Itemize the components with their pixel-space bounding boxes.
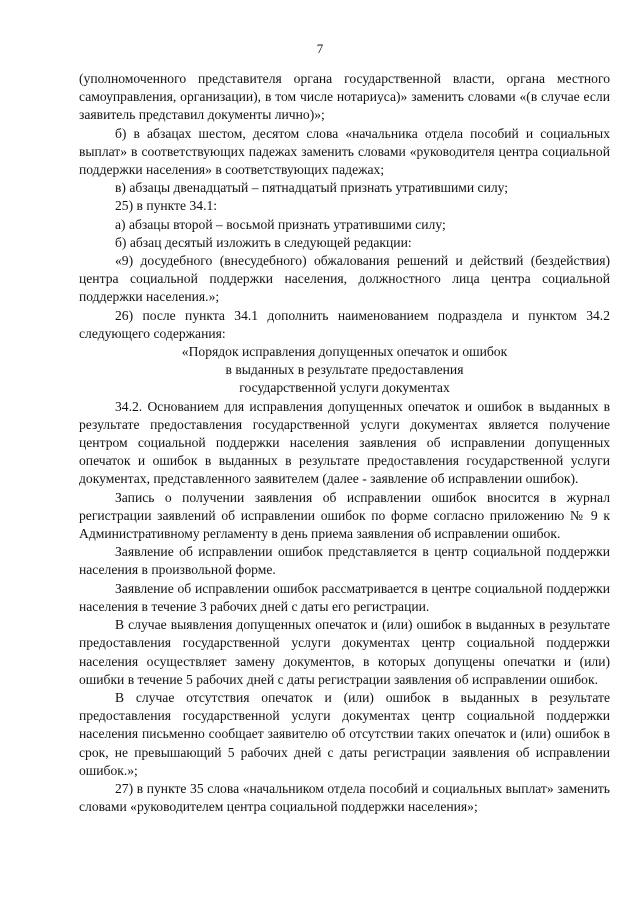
paragraph: 26) после пункта 34.1 дополнить наименованием подраздела и пунктом 34.2 следующего содержания: (79, 307, 610, 341)
paragraph: а) абзацы второй – восьмой признать утратившими силу; (115, 216, 446, 232)
paragraph-continuation: (уполномоченного представителя органа государственной власти, органа местного самоуправления, организации), в том числе нотариуса)» заменить словами «(в случае если заявитель представил документы лично)»; (79, 71, 610, 123)
paragraph: 25) в пункте 34.1: (115, 198, 218, 214)
paragraph: В случае отсутствия опечаток и (или) ошибок в выданных в результате предоставления государственной услуги документах центр социальной поддержки населения письменно сообщает заявителю об отсутствии таких опечаток и (или) ошибок в срок, не превышающий 5 рабочих дней с даты регистрации заявления об исправлении ошибок.»; (79, 689, 610, 778)
section-heading-line: государственной услуги документах (239, 380, 450, 396)
section-heading-line: «Порядок исправления допущенных опечаток и ошибок (181, 344, 508, 360)
paragraph: в) абзацы двенадцатый – пятнадцатый признать утратившими силу; (115, 180, 509, 196)
paragraph: б) в абзацах шестом, десятом слова «начальника отдела пособий и социальных выплат» в соответствующих падежах заменить словами «руководителя центра социальной поддержки населения» в соответствующих падежах; (79, 125, 610, 178)
document-body (79, 70, 610, 816)
paragraph: Заявление об исправлении ошибок рассматривается в центре социальной поддержки населения в течение 3 рабочих дней с даты его регистрации. (79, 580, 610, 614)
paragraph: Запись о получении заявления об исправлении ошибок вносится в журнал регистрации заявлений об исправлении ошибок по форме согласно приложению № 9 к Административному регламенту в день приема заявления об исправлении ошибок. (79, 489, 610, 542)
paragraph: Заявление об исправлении ошибок представляется в центр социальной поддержки населения в произвольной форме. (79, 544, 610, 578)
paragraph: 34.2. Основанием для исправления допущенных опечаток и ошибок в выданных в результате предоставления государственной услуги документах является получение центром социальной поддержки населения заявления об исправлении допущенных опечаток и ошибок в выданных в результате предоставления государственной услуги документах, представленного заявителем (далее - заявление об исправлении ошибок). (79, 398, 610, 487)
paragraph: 27) в пункте 35 слова «начальником отдела пособий и социальных выплат» заменить словами «руководителем центра социальной поддержки населения»; (79, 780, 610, 815)
page-number: 7 (316, 41, 324, 56)
section-heading-line: в выданных в результате предоставления (225, 362, 464, 378)
paragraph: «9) досудебного (внесудебного) обжалования решений и действий (бездействия) центра социальной поддержки населения, должностного лица центра социальной поддержки населения.»; (79, 253, 610, 305)
paragraph: В случае выявления допущенных опечаток и (или) ошибок в выданных в результате предоставления государственной услуги документах центр социальной поддержки населения осуществляет замену документов, в которых допущены опечатки и (или) ошибки в течение 5 рабочих дней с даты регистрации заявления об исправлении ошибок. (79, 617, 610, 687)
paragraph: б) абзац десятый изложить в следующей редакции: (115, 234, 412, 250)
